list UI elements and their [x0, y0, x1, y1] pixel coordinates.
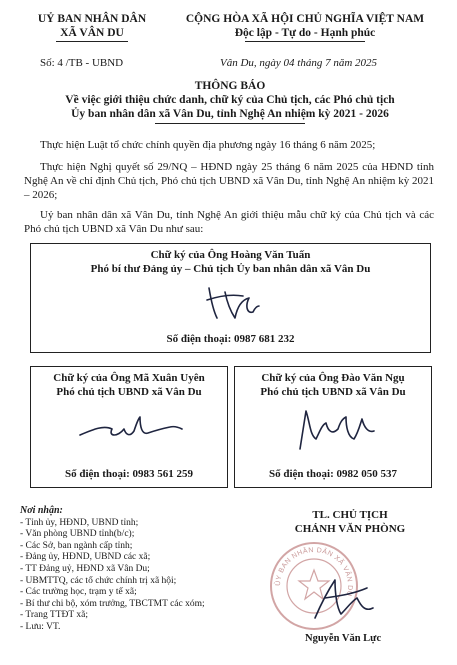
issuing-agency [22, 12, 162, 42]
signature-box-chairman [30, 243, 431, 353]
signature-vice-chair-2-image [288, 403, 378, 453]
document-title [30, 79, 430, 124]
vice-chair-1-name-label: Chữ ký của Ông Mã Xuân Uyên [53, 372, 205, 384]
recipient-item: - Tỉnh ủy, HĐND, UBND tỉnh; [20, 517, 139, 528]
recipient-item: - Trang TTĐT xã; [20, 610, 88, 621]
agency-line-2: XÃ VÂN DU [60, 27, 124, 39]
recipient-item: - Các trường học, trạm y tế xã; [20, 587, 137, 598]
title-underline [155, 123, 305, 124]
signer-block [255, 508, 445, 536]
paragraph-legal-basis-1: Thực hiện Luật tổ chức chính quyền địa phương ngày 16 tháng 6 năm 2025; [40, 139, 376, 151]
vice-chair-2-phone: Số điện thoại: 0982 050 537 [268, 468, 398, 480]
paragraph-introduction: Uỷ ban nhân dân xã Vân Du, tỉnh Nghệ An giới thiệu mẫu chữ ký của Chủ tịch và các Phó chủ tịch UBND xã Vân Du như sau: [24, 209, 434, 235]
vice-chair-1-role: Phó chủ tịch UBND xã Vân Du [56, 386, 202, 398]
seal-text: ỦY BAN NHÂN DÂN XÃ VÂN DU [274, 546, 354, 598]
agency-underline [56, 41, 128, 42]
signature-vice-chair-1-image [74, 407, 184, 447]
signer-role: Phó bí thư Đảng ủy – Chủ tịch Ủy ban nhân dân xã Vân Du [90, 263, 371, 275]
vice-chair-2-role: Phó chủ tịch UBND xã Vân Du [260, 386, 406, 398]
recipient-item: - Các Sở, ban ngành cấp tỉnh; [20, 540, 133, 551]
recipients-heading: Nơi nhận: [20, 505, 63, 516]
motto: Độc lập - Tự do - Hạnh phúc [234, 27, 376, 39]
signer-name: Nguyễn Văn Lực [305, 633, 382, 644]
title-main: THÔNG BÁO [194, 80, 266, 92]
title-subject-1: Về việc giới thiệu chức danh, chữ ký của Chủ tịch, các Phó chủ tịch [65, 94, 395, 106]
signer-name-label: Chữ ký của Ông Hoàng Văn Tuấn [150, 249, 311, 261]
motto-underline [245, 41, 365, 42]
signature-signer-image [305, 568, 385, 628]
paragraph-legal-basis-2: Thực hiện Nghị quyết số 29/NQ – HĐND ngày 25 tháng 6 năm 2025 của HĐND tỉnh Nghệ An về chỉ định Chủ tịch, Phó chủ tịch UBND xã Vân Du, tỉnh Nghệ An nhiệm kỳ 2021 – 2026; [24, 161, 434, 201]
recipient-item: - Bí thư chi bộ, xóm trưởng, TBCTMT các xóm; [20, 598, 205, 609]
recipient-item: - Đảng ủy, HĐND, UBND các xã; [20, 552, 151, 563]
signature-box-vice-chair-2 [234, 366, 432, 488]
recipient-item: - TT Đảng uỷ, HĐND xã Vân Du; [20, 563, 150, 574]
signer-authority: TL. CHỦ TỊCH [312, 509, 388, 521]
agency-line-1: UỶ BAN NHÂN DÂN [37, 13, 147, 25]
chairman-phone: Số điện thoại: 0987 681 232 [166, 333, 295, 345]
recipient-item: - UBMTTQ, các tổ chức chính trị xã hội; [20, 575, 177, 586]
signer-title: CHÁNH VĂN PHÒNG [294, 523, 406, 535]
recipient-item: - Lưu: VT. [20, 621, 61, 632]
signature-box-vice-chair-1 [30, 366, 228, 488]
recipients-list [20, 505, 260, 634]
nation-title: CỘNG HÒA XÃ HỘI CHỦ NGHĨA VIỆT NAM [185, 13, 425, 25]
date-line: Vân Du, ngày 04 tháng 7 năm 2025 [220, 57, 378, 69]
document-number: Số: 4 /TB - UBND [40, 57, 124, 69]
recipient-item: - Văn phòng UBND tỉnh(b/c); [20, 529, 135, 540]
vice-chair-1-phone: Số điện thoại: 0983 561 259 [64, 468, 194, 480]
vice-chair-2-name-label: Chữ ký của Ông Đào Văn Ngụ [261, 372, 405, 384]
national-motto [160, 12, 450, 42]
title-subject-2: Ủy ban nhân dân xã Vân Du, tỉnh Nghệ An nhiệm kỳ 2021 - 2026 [71, 108, 389, 120]
signature-chairman-image [201, 278, 261, 322]
